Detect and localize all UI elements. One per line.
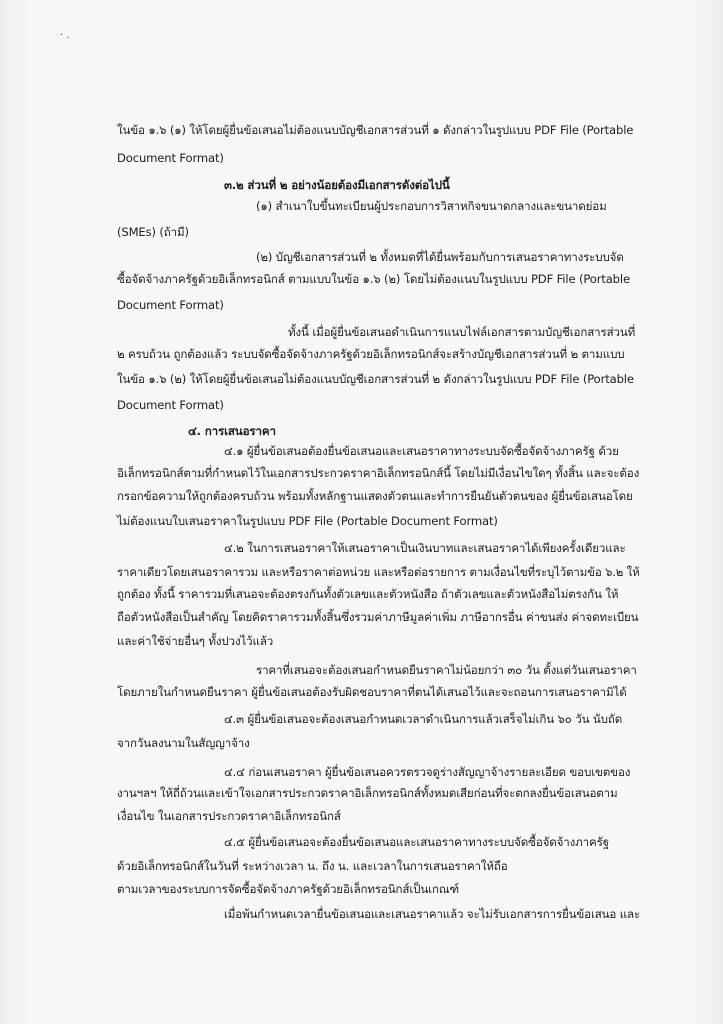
text-line: (๒) บัญชีเอกสารส่วนที่ ๒ ทั้งหมดที่ได้ยื่นพร้อมกับการเสนอราคาทางระบบจัด (256, 250, 624, 264)
text-line: ๔.๑ ผู้ยื่นข้อเสนอต้องยื่นข้อเสนอและเสนอราคาทางระบบจัดซื้อจัดจ้างภาครัฐ ด้วย (224, 444, 619, 458)
text-line: ตามเวลาของระบบการจัดซื้อจัดจ้างภาครัฐด้วยอิเล็กทรอนิกส์เป็นเกณฑ์ (117, 882, 459, 896)
text-line: ถือตัวหนังสือเป็นสำคัญ โดยคิดราคารวมทั้งสิ้นซึ่งรวมค่าภาษีมูลค่าเพิ่ม ภาษีอากรอื่น ค่าขนส่ง ค่าจดทะเบียน (117, 610, 639, 624)
text-line: (๑) สำเนาใบขึ้นทะเบียนผู้ประกอบการวิสาหกิจขนาดกลางและขนาดย่อม (256, 199, 607, 213)
text-line: และค่าใช้จ่ายอื่นๆ ทั้งปวงไว้แล้ว (117, 634, 274, 648)
text-line: ในข้อ ๑.๖ (๒) ให้โดยผู้ยื่นข้อเสนอไม่ต้องแนบบัญชีเอกสารส่วนที่ ๒ ดังกล่าวในรูปแบบ PDF File (Portable (117, 372, 634, 386)
text-line: (SMEs) (ถ้ามี) (117, 225, 189, 239)
text-line: กรอกข้อความให้ถูกต้องครบถ้วน พร้อมทั้งหลักฐานแสดงตัวตนและทำการยืนยันตัวตนของ ผู้ยื่นข้อเสนอโดย (117, 489, 633, 503)
text-line: งานฯลฯ ให้ถี่ถ้วนและเข้าใจเอกสารประกวดราคาอิเล็กทรอนิกส์ทั้งหมดเสียก่อนที่จะตกลงยื่นข้อเสนอตาม (117, 786, 618, 800)
text-line: ๔.๓ ผู้ยื่นข้อเสนอจะต้องเสนอกำหนดเวลาดำเนินการแล้วเสร็จไม่เกิน ๖๐ วัน นับถัด (224, 712, 623, 726)
text-line: ถูกต้อง ทั้งนี้ ราคารวมที่เสนอจะต้องตรงกันทั้งตัวเลขและตัวหนังสือ ถ้าตัวเลขและตัวหนังสือไม่ตรงกัน ให้ (117, 587, 619, 601)
text-line: Document Format) (117, 151, 224, 165)
text-line: ๔.๔ ก่อนเสนอราคา ผู้ยื่นข้อเสนอควรตรวจดูร่างสัญญาจ้างรายละเอียด ขอบเขตของ (224, 765, 631, 779)
text-line: ราคาที่เสนอจะต้องเสนอกำหนดยืนราคาไม่น้อยกว่า ๓๐ วัน ตั้งแต่วันเสนอราคา (256, 663, 637, 677)
text-line: ๒ ครบถ้วน ถูกต้องแล้ว ระบบจัดซื้อจัดจ้างภาครัฐด้วยอิเล็กทรอนิกส์จะสร้างบัญชีเอกสารส่วนที่ ๒ ตามแบบ (117, 347, 625, 361)
text-line: โดยภายในกำหนดยืนราคา ผู้ยื่นข้อเสนอต้องรับผิดชอบราคาที่ตนได้เสนอไว้และจะถอนการเสนอราคามิได้ (117, 685, 627, 699)
text-line: จากวันลงนามในสัญญาจ้าง (117, 736, 250, 750)
text-line: ราคาเดียวโดยเสนอราคารวม และหรือราคาต่อหน่วย และหรือต่อรายการ ตามเงื่อนไขที่ระบุไว้ตามข้อ ๖.๒ ให้ (117, 565, 640, 579)
text-line: ซื้อจัดจ้างภาครัฐด้วยอิเล็กทรอนิกส์ ตามแบบในข้อ ๑.๖ (๒) โดยไม่ต้องแนบในรูปแบบ PDF File (Portable (117, 272, 630, 286)
text-line: ด้วยอิเล็กทรอนิกส์ในวันที่ ระหว่างเวลา น. ถึง น. และเวลาในการเสนอราคาให้ถือ (117, 859, 508, 873)
text-line: ไม่ต้องแนบใบเสนอราคาในรูปแบบ PDF File (Portable Document Format) (117, 514, 498, 528)
text-line: ๔.๒ ในการเสนอราคาให้เสนอราคาเป็นเงินบาทและเสนอราคาได้เพียงครั้งเดียวและ (224, 541, 626, 555)
text-line: ในข้อ ๑.๖ (๑) ให้โดยผู้ยื่นข้อเสนอไม่ต้องแนบบัญชีเอกสารส่วนที่ ๑ ดังกล่าวในรูปแบบ PDF File (Portable (117, 123, 634, 137)
text-line: เงื่อนไข ในเอกสารประกวดราคาอิเล็กทรอนิกส์ (117, 809, 341, 823)
text-line: ๔.๕ ผู้ยื่นข้อเสนอจะต้องยื่นข้อเสนอและเสนอราคาทางระบบจัดซื้อจัดจ้างภาครัฐ (224, 835, 609, 849)
section-heading: ๓.๒ ส่วนที่ ๒ อย่างน้อยต้องมีเอกสารดังต่อไปนี้ (224, 178, 450, 192)
text-line: Document Format) (117, 398, 224, 412)
text-line: อิเล็กทรอนิกส์ตามที่กำหนดไว้ในเอกสารประกวดราคาอิเล็กทรอนิกส์นี้ โดยไม่มีเงื่อนไขใดๆ ทั้งสิ้น และจะต้อง (117, 466, 640, 480)
section-heading: ๔. การเสนอราคา (188, 424, 276, 438)
scan-specks: · . (60, 30, 70, 41)
text-line: เมื่อพ้นกำหนดเวลายื่นข้อเสนอและเสนอราคาแล้ว จะไม่รับเอกสารการยื่นข้อเสนอ และ (224, 907, 641, 921)
text-line: Document Format) (117, 298, 224, 312)
text-line: ทั้งนี้ เมื่อผู้ยื่นข้อเสนอดำเนินการแนบไฟล์เอกสารตามบัญชีเอกสารส่วนที่ (288, 325, 636, 339)
